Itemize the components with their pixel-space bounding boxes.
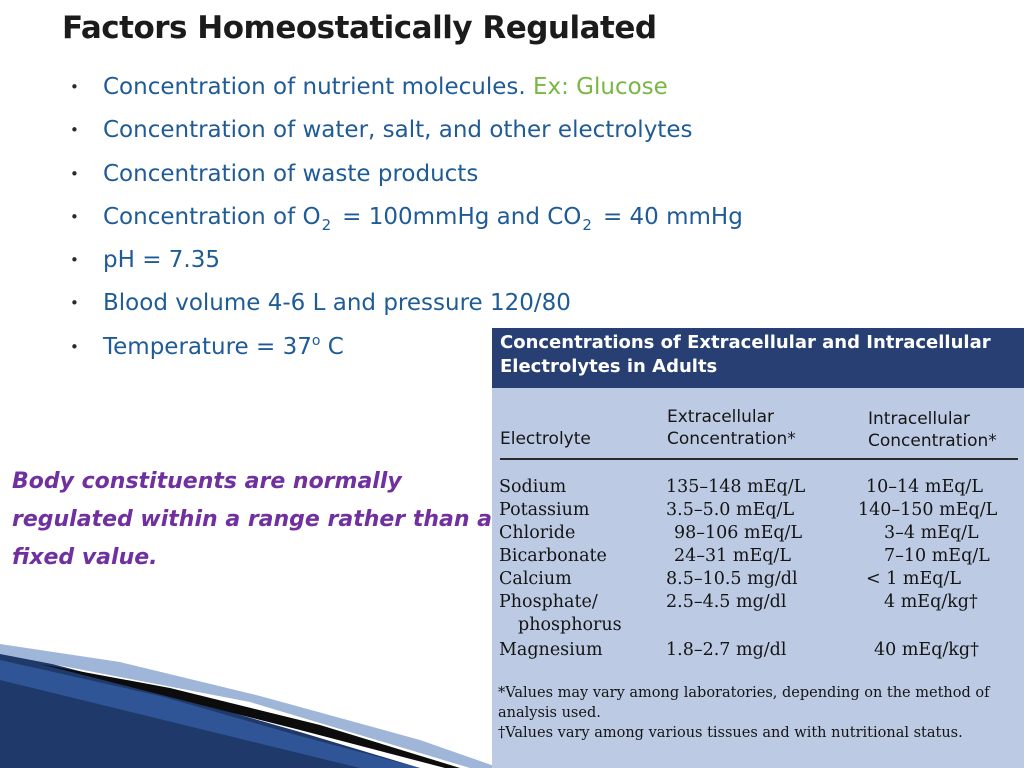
bullet-item: • Concentration of waste products <box>70 155 743 198</box>
cell-extracellular: 135–148 mEq/L <box>666 477 806 497</box>
column-header-intracellular: Intracellular Concentration* <box>868 409 997 451</box>
bullet-list <box>70 68 743 371</box>
table-row <box>492 476 1024 499</box>
table-row <box>492 545 1024 568</box>
cell-extracellular: 24–31 mEq/L <box>674 546 791 566</box>
cell-extracellular: 3.5–5.0 mEq/L <box>666 500 795 520</box>
table-row <box>492 591 1024 614</box>
table-footnotes <box>498 683 1018 743</box>
range-note: Body constituents are normally regulated within a range rather than a fixed value. <box>12 469 493 570</box>
cell-electrolyte: Potassium <box>499 500 590 520</box>
cell-electrolyte-line2: phosphorus <box>518 615 622 635</box>
cell-electrolyte: Bicarbonate <box>499 546 607 566</box>
cell-electrolyte: Chloride <box>499 523 576 543</box>
cell-intracellular: 3–4 mEq/L <box>884 523 979 543</box>
cell-electrolyte: Sodium <box>499 477 567 497</box>
bullet-glyph: • <box>70 78 79 96</box>
footnote: *Values may vary among laboratories, depending on the method of analysis used. <box>498 685 990 721</box>
bullet-item: • Concentration of $O_2$ = 100mmHg and $CO_2 = 40$ mmHg <box>70 198 743 241</box>
cell-intracellular: 40 mEq/kg† <box>874 640 979 660</box>
cell-electrolyte: Phosphate/ <box>499 592 598 612</box>
bullet-item: • pH = 7.35 <box>70 241 743 284</box>
electrolyte-table-scan <box>492 328 1024 768</box>
footnote: †Values vary among various tissues and with nutritional status. <box>498 725 963 741</box>
cell-intracellular: < 1 mEq/L <box>866 569 962 589</box>
cell-intracellular: 4 mEq/kg† <box>884 592 978 612</box>
cell-intracellular: 7–10 mEq/L <box>884 546 990 566</box>
table-row <box>492 522 1024 545</box>
cell-electrolyte: Magnesium <box>499 640 603 660</box>
bullet-glyph: • <box>70 337 79 356</box>
bullet-item: • Concentration of nutrient molecules. Ex: Glucose <box>70 68 743 111</box>
table-row <box>492 639 1024 662</box>
cell-intracellular: 140–150 mEq/L <box>858 500 998 520</box>
bullet-item: • Blood volume 4-6 L and pressure 120/80 <box>70 284 743 327</box>
cell-extracellular: 2.5–4.5 mg/dl <box>666 592 787 612</box>
column-header-electrolyte: Electrolyte <box>500 429 591 449</box>
cell-extracellular: 1.8–2.7 mg/dl <box>666 640 787 660</box>
bullet-glyph: • <box>70 207 79 226</box>
column-header-extracellular: Extracellular Concentration* <box>667 407 796 449</box>
table-row <box>492 499 1024 522</box>
cell-intracellular: 10–14 mEq/L <box>866 477 983 497</box>
bullet-item: • Temperature = $37^o$ C <box>70 328 743 371</box>
decorative-swoosh <box>0 600 500 768</box>
cell-electrolyte: Calcium <box>499 569 572 589</box>
table-title: Concentrations of Extracellular and Intracellular Electrolytes in Adults <box>500 332 991 377</box>
table-row-continuation <box>492 614 1024 637</box>
header-divider <box>500 458 1018 460</box>
bullet-glyph: • <box>70 294 79 313</box>
cell-extracellular: 8.5–10.5 mg/dl <box>666 569 798 589</box>
bullet-glyph: • <box>70 164 79 183</box>
slide-title: Factors Homeostatically Regulated <box>62 10 657 46</box>
bullet-glyph: • <box>70 121 79 140</box>
table-title-bar <box>492 328 1024 388</box>
bullet-item: • Concentration of water, salt, and other electrolytes <box>70 111 743 154</box>
bullet-glyph: • <box>70 251 79 270</box>
cell-extracellular: 98–106 mEq/L <box>674 523 803 543</box>
example-highlight: Ex: Glucose <box>532 74 668 100</box>
table-row <box>492 568 1024 591</box>
